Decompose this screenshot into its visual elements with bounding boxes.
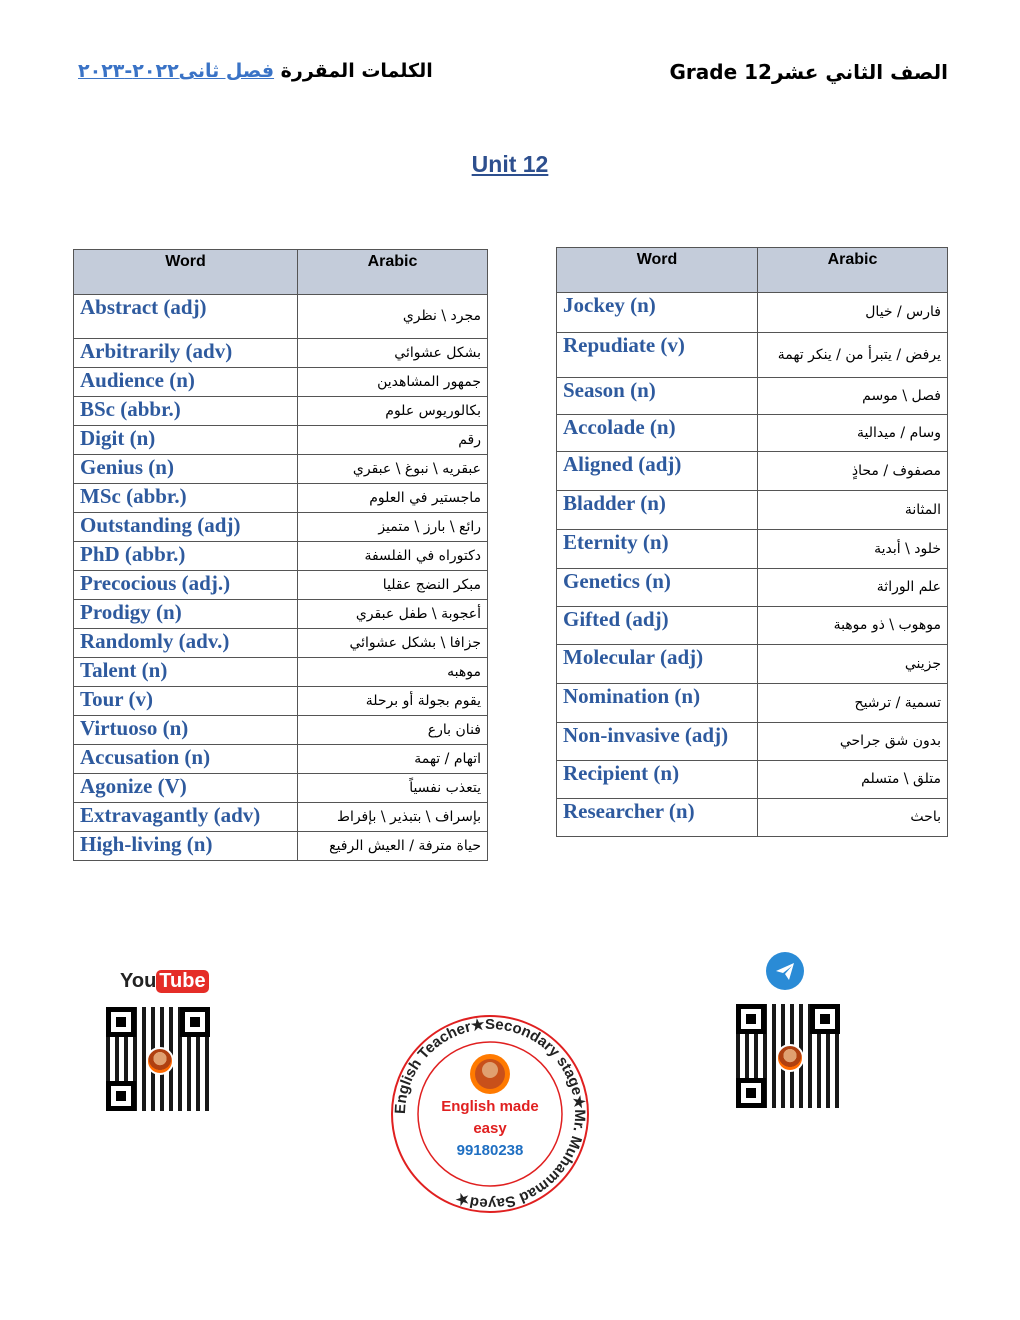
table-row bbox=[557, 684, 948, 723]
table-row bbox=[557, 723, 948, 761]
table-row bbox=[74, 716, 488, 745]
vocab-word: Genetics (n) bbox=[557, 569, 758, 607]
vocab-word: Researcher (n) bbox=[557, 799, 758, 837]
table-row bbox=[557, 452, 948, 491]
table-row bbox=[557, 761, 948, 799]
arabic-translation: حياة مترفة / العيش الرفيع bbox=[298, 832, 488, 861]
table-row bbox=[74, 542, 488, 571]
grade-arabic: الصف الثاني عشر bbox=[771, 60, 948, 84]
grade-heading bbox=[669, 60, 948, 84]
arabic-translation: مجرد \ نظري bbox=[298, 295, 488, 339]
arabic-translation: مبكر النضج عقليا bbox=[298, 571, 488, 600]
table-row bbox=[74, 455, 488, 484]
table-row bbox=[74, 484, 488, 513]
vocab-word: Prodigy (n) bbox=[74, 600, 298, 629]
table-row bbox=[74, 426, 488, 455]
table-row bbox=[557, 799, 948, 837]
table-header-row bbox=[557, 248, 948, 293]
table-row bbox=[74, 339, 488, 368]
vocab-word: Randomly (adv.) bbox=[74, 629, 298, 658]
vocab-word: Abstract (adj) bbox=[74, 295, 298, 339]
arabic-translation: خلود \ أبدية bbox=[758, 530, 948, 569]
table-row bbox=[74, 600, 488, 629]
arabic-translation: فارس / خيال bbox=[758, 293, 948, 333]
vocab-word: Digit (n) bbox=[74, 426, 298, 455]
arabic-translation: يقوم بجولة أو برحلة bbox=[298, 687, 488, 716]
table-row bbox=[557, 378, 948, 415]
arabic-translation: رائع \ بارز \ متميز bbox=[298, 513, 488, 542]
arabic-translation: المثانة bbox=[758, 491, 948, 530]
words-label: الكلمات المقررة bbox=[280, 60, 433, 82]
table-row bbox=[557, 293, 948, 333]
stamp-line2: easy bbox=[473, 1120, 507, 1137]
vocab-word: BSc (abbr.) bbox=[74, 397, 298, 426]
arabic-translation: بكالوريوس علوم bbox=[298, 397, 488, 426]
arabic-translation: وسام / ميدالية bbox=[758, 415, 948, 452]
qr-avatar bbox=[776, 1044, 804, 1072]
arabic-translation: رقم bbox=[298, 426, 488, 455]
table-row bbox=[74, 687, 488, 716]
vocab-table-left bbox=[73, 249, 488, 861]
table-row bbox=[74, 803, 488, 832]
vocab-word: Recipient (n) bbox=[557, 761, 758, 799]
table-row bbox=[74, 397, 488, 426]
arabic-translation: موهبه bbox=[298, 658, 488, 687]
table-row bbox=[74, 745, 488, 774]
vocab-word: Outstanding (adj) bbox=[74, 513, 298, 542]
unit-title: Unit 12 bbox=[471, 151, 549, 177]
vocab-word: Nomination (n) bbox=[557, 684, 758, 723]
youtube-logo bbox=[120, 970, 209, 998]
table-row bbox=[557, 491, 948, 530]
teacher-stamp bbox=[388, 1012, 592, 1216]
stamp-line1: English made bbox=[441, 1098, 539, 1115]
word-column-header: Word bbox=[74, 250, 298, 295]
arabic-translation: موهوب \ ذو موهبة bbox=[758, 607, 948, 645]
vocab-word: Genius (n) bbox=[74, 455, 298, 484]
arabic-translation: دكتوراه في الفلسفة bbox=[298, 542, 488, 571]
youtube-logo-tube: Tube bbox=[156, 970, 208, 993]
arabic-translation: مصفوف / محاذٍ bbox=[758, 452, 948, 491]
arabic-translation: بشكل عشوائي bbox=[298, 339, 488, 368]
table-row bbox=[74, 629, 488, 658]
vocab-table-right bbox=[556, 247, 948, 837]
stamp-ring-text: English Teacher★Secondary stage★Mr. Muhammad Sayed★ bbox=[391, 1015, 589, 1213]
arabic-translation: أعجوبة \ طفل عبقري bbox=[298, 600, 488, 629]
arabic-translation: يتعذب نفسياً bbox=[298, 774, 488, 803]
arabic-translation: باحث bbox=[758, 799, 948, 837]
vocab-word: Repudiate (v) bbox=[557, 333, 758, 378]
vocab-word: Eternity (n) bbox=[557, 530, 758, 569]
vocab-word: Jockey (n) bbox=[557, 293, 758, 333]
vocab-word: Virtuoso (n) bbox=[74, 716, 298, 745]
word-column-header: Word bbox=[557, 248, 758, 293]
table-row bbox=[74, 571, 488, 600]
arabic-translation: علم الوراثة bbox=[758, 569, 948, 607]
arabic-column-header: Arabic bbox=[298, 250, 488, 295]
arabic-translation: جزيني bbox=[758, 645, 948, 684]
table-row bbox=[557, 569, 948, 607]
vocab-word: Audience (n) bbox=[74, 368, 298, 397]
table-row bbox=[557, 607, 948, 645]
vocab-word: Gifted (adj) bbox=[557, 607, 758, 645]
vocab-word: Accusation (n) bbox=[74, 745, 298, 774]
term-heading bbox=[78, 60, 433, 82]
table-row bbox=[74, 658, 488, 687]
table-row bbox=[74, 368, 488, 397]
arabic-translation: جمهور المشاهدين bbox=[298, 368, 488, 397]
telegram-icon bbox=[766, 952, 804, 990]
term-label: فصل ثانى٢٠٢٢-٢٠٢٣ bbox=[78, 60, 275, 82]
arabic-translation: اتهام / تهمة bbox=[298, 745, 488, 774]
youtube-qr-code bbox=[106, 1007, 210, 1111]
qr-avatar bbox=[146, 1047, 174, 1075]
vocab-word: Agonize (V) bbox=[74, 774, 298, 803]
vocab-word: High-living (n) bbox=[74, 832, 298, 861]
youtube-logo-you: You bbox=[120, 970, 157, 992]
arabic-translation: يرفض / يتبرأ من / ينكر تهمة bbox=[758, 333, 948, 378]
table-row bbox=[74, 513, 488, 542]
vocab-word: PhD (abbr.) bbox=[74, 542, 298, 571]
arabic-column-header: Arabic bbox=[758, 248, 948, 293]
vocab-word: Arbitrarily (adv) bbox=[74, 339, 298, 368]
vocab-word: Aligned (adj) bbox=[557, 452, 758, 491]
table-row bbox=[74, 774, 488, 803]
vocab-word: Bladder (n) bbox=[557, 491, 758, 530]
table-row bbox=[74, 832, 488, 861]
table-row bbox=[74, 295, 488, 339]
vocab-word: MSc (abbr.) bbox=[74, 484, 298, 513]
table-header-row bbox=[74, 250, 488, 295]
vocab-word: Accolade (n) bbox=[557, 415, 758, 452]
vocab-word: Non-invasive (adj) bbox=[557, 723, 758, 761]
telegram-qr-code bbox=[736, 1004, 840, 1108]
arabic-translation: بدون شق جراحي bbox=[758, 723, 948, 761]
arabic-translation: فنان بارع bbox=[298, 716, 488, 745]
vocab-word: Season (n) bbox=[557, 378, 758, 415]
arabic-translation: بإسراف \ بتبذير \ بإفراط bbox=[298, 803, 488, 832]
arabic-translation: فصل \ موسم bbox=[758, 378, 948, 415]
arabic-translation: ماجستير في العلوم bbox=[298, 484, 488, 513]
table-row bbox=[557, 333, 948, 378]
arabic-translation: جزافا \ بشكل عشوائي bbox=[298, 629, 488, 658]
vocab-word: Molecular (adj) bbox=[557, 645, 758, 684]
table-row bbox=[557, 645, 948, 684]
grade-english: Grade 12 bbox=[669, 60, 772, 84]
vocab-word: Tour (v) bbox=[74, 687, 298, 716]
arabic-translation: عبقريه \ نبوغ \ عبقري bbox=[298, 455, 488, 484]
vocab-word: Precocious (adj.) bbox=[74, 571, 298, 600]
stamp-phone: 99180238 bbox=[456, 1142, 524, 1159]
table-row bbox=[557, 530, 948, 569]
table-row bbox=[557, 415, 948, 452]
arabic-translation: متلق \ متسلم bbox=[758, 761, 948, 799]
arabic-translation: تسمية / ترشيح bbox=[758, 684, 948, 723]
vocab-word: Talent (n) bbox=[74, 658, 298, 687]
vocab-word: Extravagantly (adv) bbox=[74, 803, 298, 832]
